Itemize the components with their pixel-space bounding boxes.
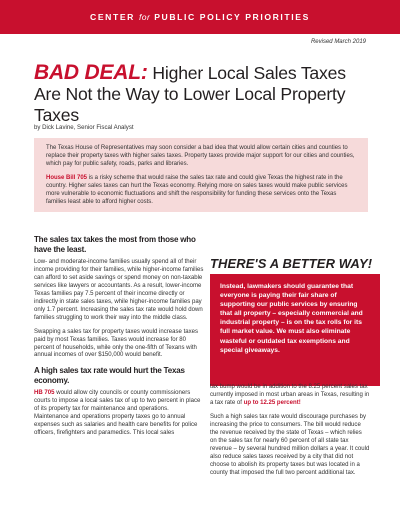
section-heading-sales-tax: The sales tax takes the most from those who have the least. xyxy=(34,235,196,254)
right-paragraph-2: Such a high sales tax rate would discourage purchases by increasing the price to consumers. The bill would reduce the revenue received by the state of Texas – which relies on the sales tax for nearly 60 percent of all state tax revenue – by several hundred million dollars a year. It could also reduce sales taxes received by a city that did not choose to abolish its property taxes but was located in a county that imposed the full two percent additional tax. xyxy=(210,413,370,476)
left-column xyxy=(34,235,204,444)
better-way-box xyxy=(210,274,380,386)
banner-text-for: for xyxy=(138,12,151,22)
tax-rate-highlight: up to 12.25 percent! xyxy=(243,399,301,406)
better-way-text: Instead, lawmakers should guarantee that everyone is paying their fair share of supporting our public services by ensuring that all property – especially commercial and industrial property – is on the tax rolls for its full market value. We must also eliminate wasteful or outdated tax exemptions and special giveaways. xyxy=(220,283,363,354)
callout-bill-name: House Bill 705 xyxy=(46,174,88,181)
right-paragraph-1 xyxy=(210,384,370,408)
summary-callout xyxy=(34,138,368,212)
left-paragraph-3 xyxy=(34,390,204,438)
better-way-title: THERE'S A BETTER WAY! xyxy=(210,256,373,271)
right-paragraph-1-text: tax bump would be in addition to the 8.25 percent sales tax currently imposed in most urban areas in Texas, resulting in a tax rate of xyxy=(210,384,370,406)
section-heading-economy: A high sales tax rate would hurt the Texas economy. xyxy=(34,366,185,386)
callout-paragraph-2 xyxy=(46,174,356,207)
byline: by Dick Lavine, Senior Fiscal Analyst xyxy=(34,124,134,131)
left-paragraph-3-text: would allow city councils or county commissioners courts to impose a local sales tax of up to two percent in place of its property tax for maintenance and operations. Maintenance and operations property taxes go to annual expenses such as salaries and health care benefits for police officers, firefighters and paramedics. This local sales xyxy=(34,390,201,437)
left-bill-name: HB 705 xyxy=(34,390,55,397)
left-paragraph-1: Low- and moderate-income families usually spend all of their income providing for their families, while higher-income families can afford to set aside savings or spend money on non-taxable services like lawyers or accountants. As a result, lower-income Texas families pay 7.5 percent of their income directly or indirectly in state sales taxes, while higher-income families pay only 1.7 percent. Increasing the sales tax rate would hold down families struggling to work their way into the middle class. xyxy=(34,259,204,321)
banner-text-center: CENTER xyxy=(90,12,135,22)
callout-paragraph-1: The Texas House of Representatives may soon consider a bad idea that would allow certain cities and counties to replace their property taxes with higher sales taxes. Property taxes provide major support for our cities and counties, which pay for public safety, roads, parks and libraries. xyxy=(46,145,355,168)
callout-paragraph-2-text: is a risky scheme that would raise the sales tax rate and could give Texas the highest rate in the country. Higher sales taxes can hurt the Texas economy. Relying more on sales taxes would make public services more vulnerable to economic fluctuations and shift the responsibility for funding these services onto the Texas families least able to afford higher costs. xyxy=(46,174,348,206)
title-lead: BAD DEAL: xyxy=(34,61,148,84)
banner-text-priorities: PUBLIC POLICY PRIORITIES xyxy=(154,12,310,22)
right-column xyxy=(210,384,370,483)
header-banner xyxy=(0,0,400,34)
title-rest: Higher Local Sales Taxes Are Not the Way to Lower Local Property Taxes xyxy=(34,63,346,125)
revised-date: Revised March 2019 xyxy=(310,39,366,45)
page-title xyxy=(34,62,374,126)
left-paragraph-2: Swapping a sales tax for property taxes would increase taxes paid by most Texas families. Taxes would increase for 80 percent of households, while only the one-fifth of Texans with annual incomes of over $150,000 would benefit. xyxy=(34,328,199,359)
